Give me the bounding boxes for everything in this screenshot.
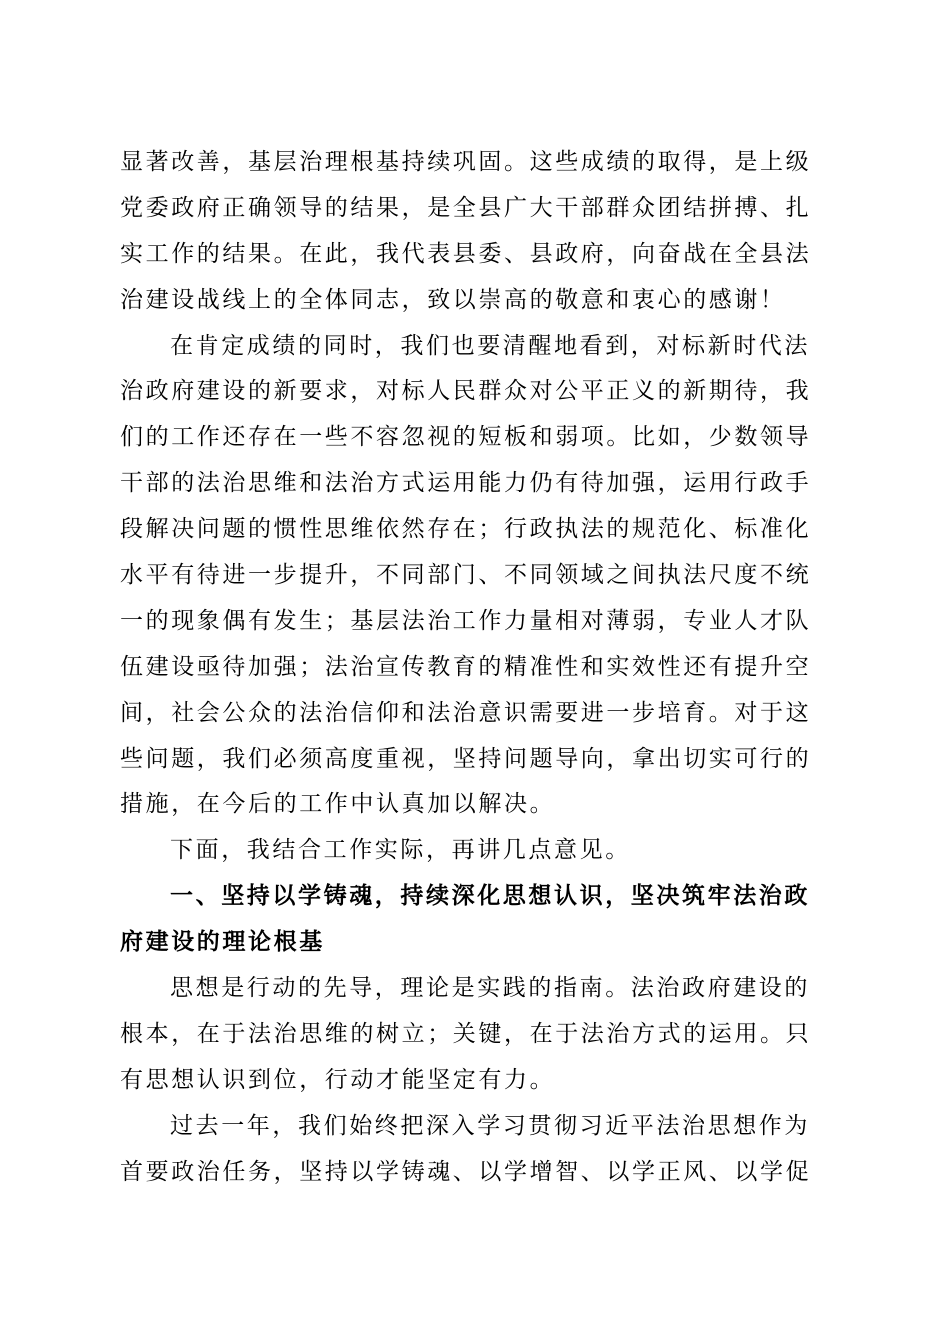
text-line: 实工作的结果。在此，我代表县委、县政府，向奋战在全县法	[120, 240, 812, 267]
text-line: 伍建设亟待加强；法治宣传教育的精准性和实效性还有提升空	[120, 653, 812, 680]
text-line: 思想是行动的先导，理论是实践的指南。法治政府建设的	[170, 975, 810, 1002]
text-line: 们的工作还存在一些不容忽视的短板和弱项。比如，少数领导	[120, 424, 812, 451]
text-line: 府建设的理论根基	[120, 929, 325, 956]
section-heading	[120, 874, 830, 966]
text-line: 下面，我结合工作实际，再讲几点意见。	[170, 837, 631, 864]
text-line: 显著改善，基层治理根基持续巩固。这些成绩的取得，是上级	[120, 149, 812, 175]
text-line: 治政府建设的新要求，对标人民群众对公平正义的新期待，我	[120, 378, 812, 405]
paragraph	[120, 1104, 830, 1196]
paragraph	[120, 828, 830, 874]
text-line: 有思想认识到位，行动才能坚定有力。	[120, 1066, 556, 1093]
paragraph	[120, 966, 830, 1104]
text-line: 一的现象偶有发生；基层法治工作力量相对薄弱，专业人才队	[120, 607, 812, 634]
text-line: 过去一年，我们始终把深入学习贯彻习近平法治思想作为	[170, 1112, 810, 1139]
text-line: 治建设战线上的全体同志，致以崇高的敬意和衷心的感谢！	[120, 286, 786, 313]
text-line: 间，社会公众的法治信仰和法治意识需要进一步培育。对于这	[120, 699, 812, 726]
paragraph	[120, 324, 830, 829]
document-body	[120, 140, 830, 1195]
text-line: 党委政府正确领导的结果，是全县广大干部群众团结拼搏、扎	[120, 194, 812, 221]
text-line: 在肯定成绩的同时，我们也要清醒地看到，对标新时代法	[170, 332, 810, 359]
text-line: 措施，在今后的工作中认真加以解决。	[120, 791, 556, 818]
paragraph	[120, 140, 830, 324]
text-line: 一、坚持以学铸魂，持续深化思想认识，坚决筑牢法治政	[170, 883, 810, 910]
text-line: 些问题，我们必须高度重视，坚持问题导向，拿出切实可行的	[120, 745, 812, 772]
text-line: 根本，在于法治思维的树立；关键，在于法治方式的运用。只	[120, 1020, 812, 1047]
text-line: 段解决问题的惯性思维依然存在；行政执法的规范化、标准化	[120, 516, 812, 543]
text-line: 水平有待进一步提升，不同部门、不同领域之间执法尺度不统	[120, 562, 812, 589]
text-line: 首要政治任务，坚持以学铸魂、以学增智、以学正风、以学促	[120, 1158, 812, 1185]
text-line: 干部的法治思维和法治方式运用能力仍有待加强，运用行政手	[120, 470, 812, 497]
